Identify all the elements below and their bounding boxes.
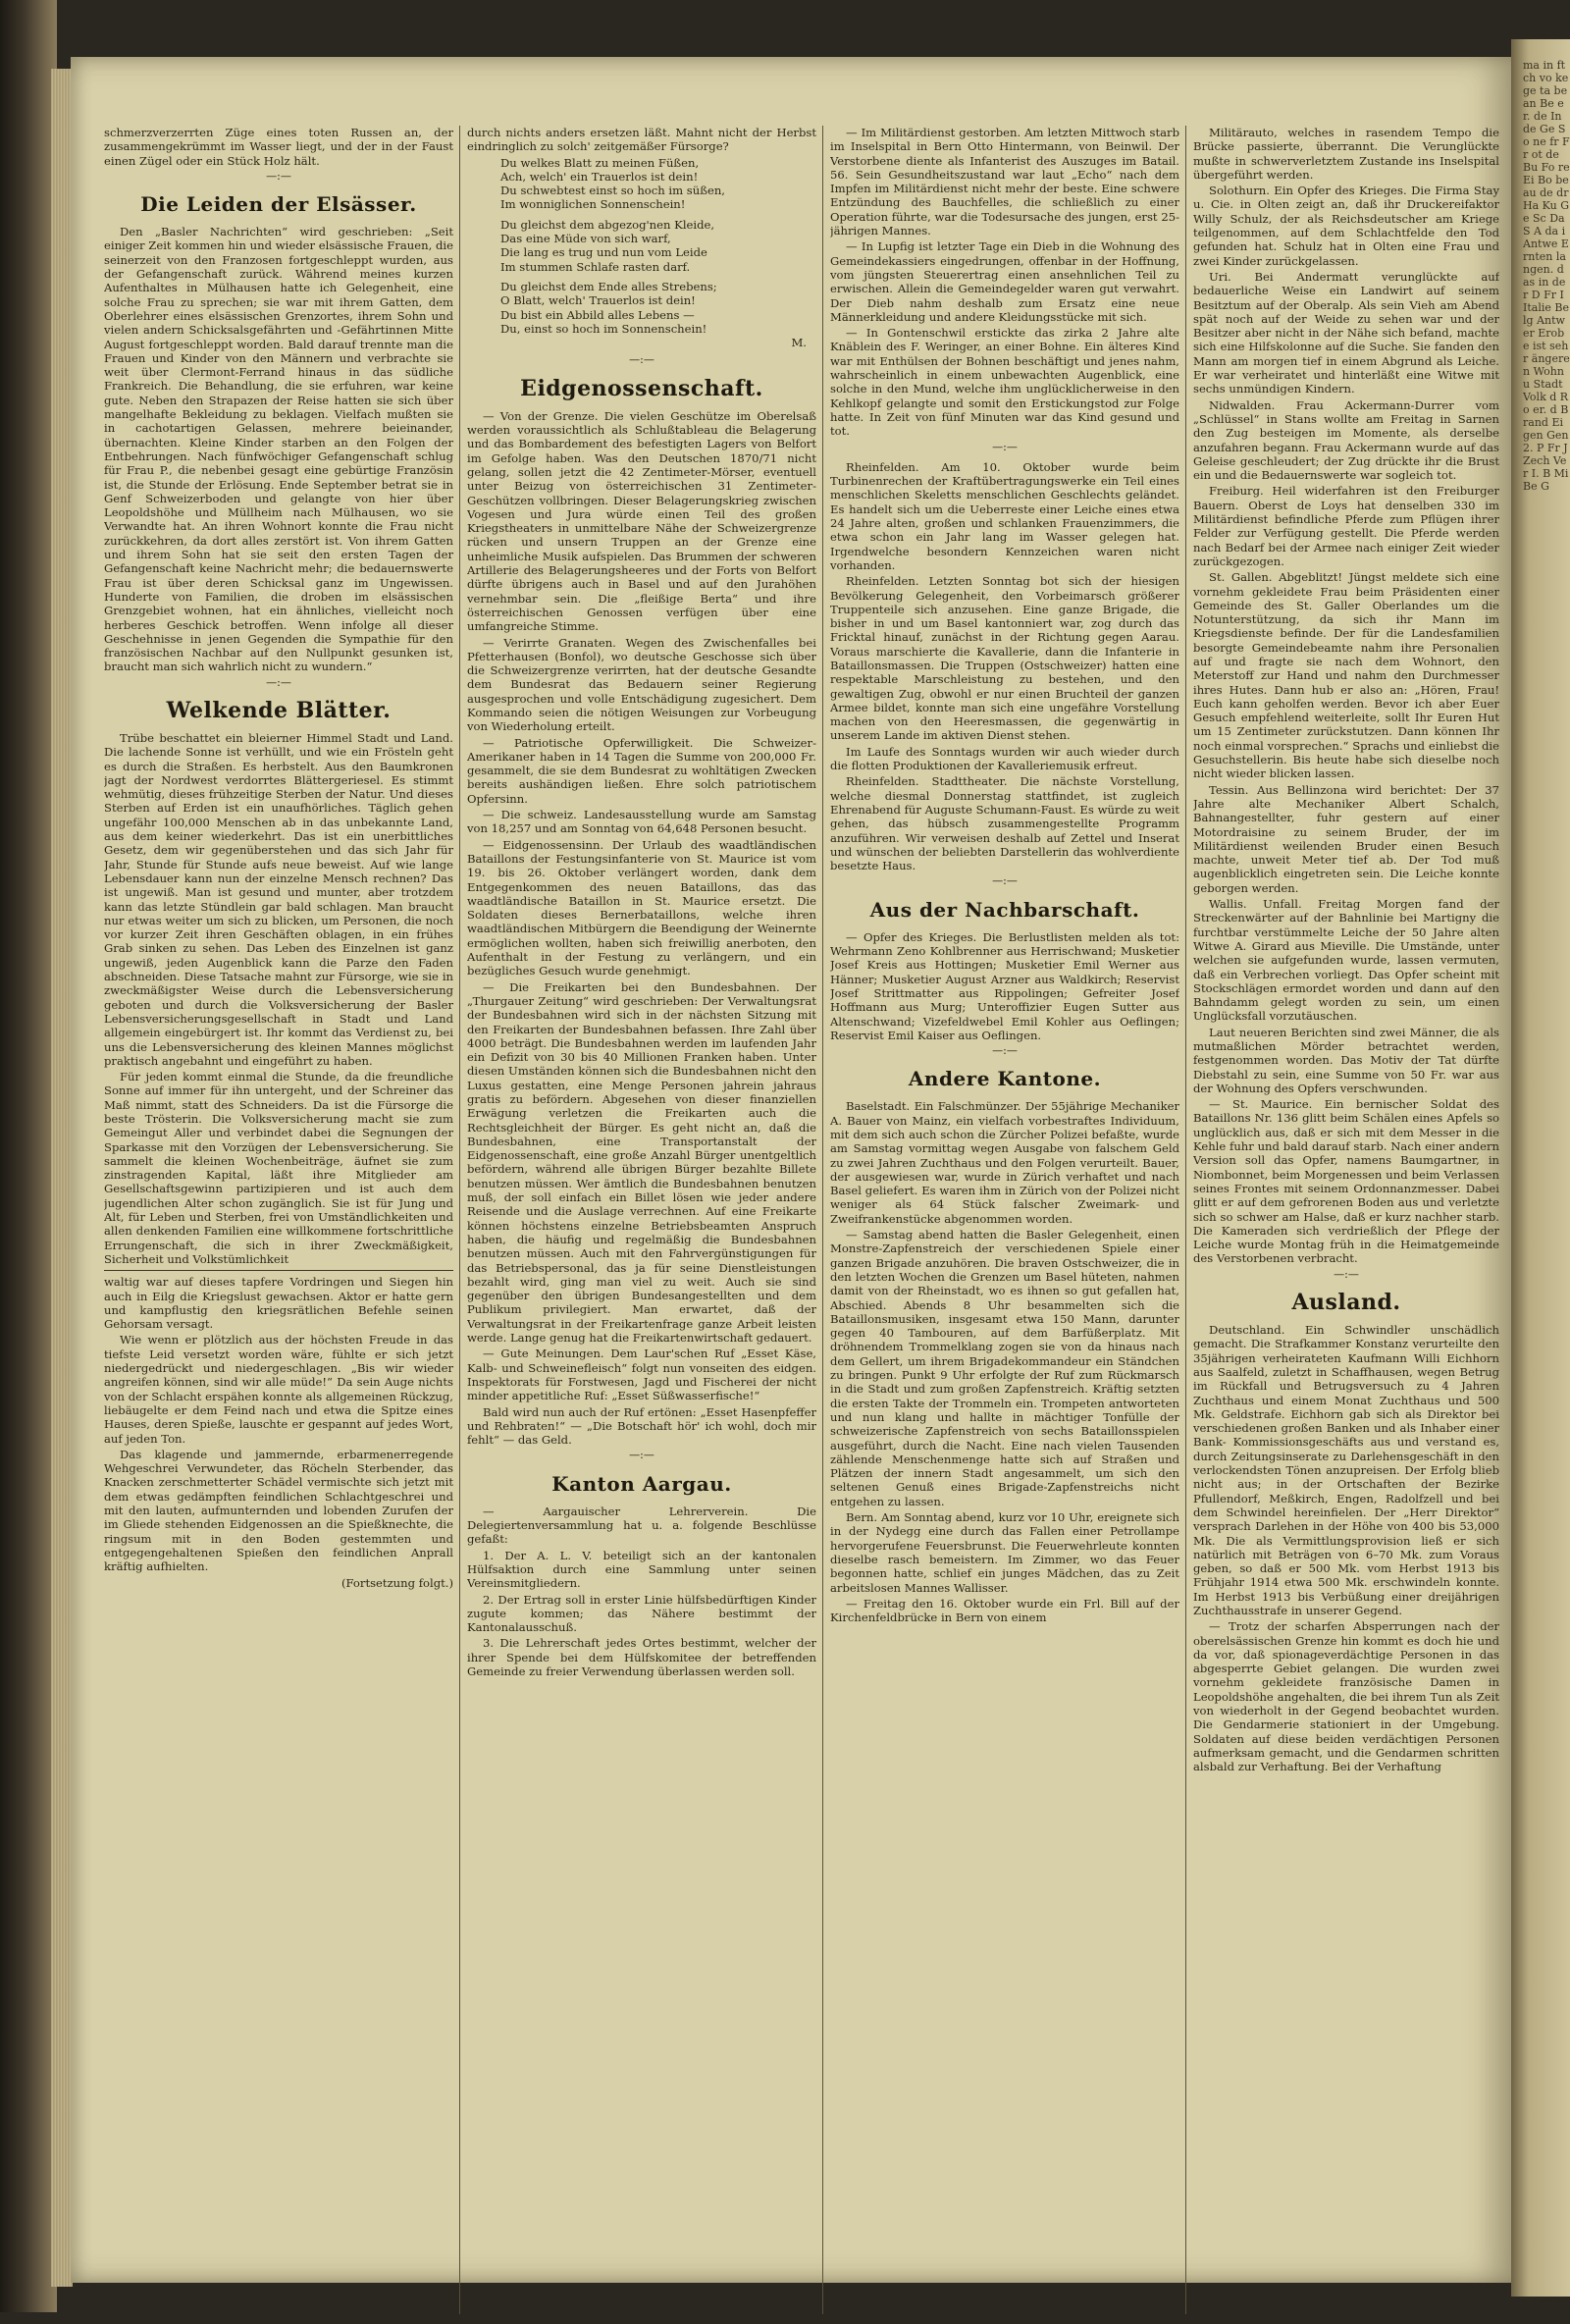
- headline-welkende-blaetter: Welkende Blätter.: [166, 697, 392, 723]
- separator: —:—: [629, 1449, 654, 1462]
- article-paragraph: 2. Der Ertrag soll in erster Linie hülfsbedürftigen Kinder zugute kommen; das Nähere bestimmt der Kantonalausschuß.: [467, 1592, 816, 1635]
- article-paragraph: Baselstadt. Ein Falschmünzer. Der 55jährige Mechaniker A. Bauer von Mainz, ein vielfach vorbestraftes Individuum, mit dem sich auch schon die Zürcher Polizei befaßte, wurde am Samstag vormittag wegen Ausgabe von falschem Geld zu zwei Jahren Zuchthaus und den Folgen verurteilt. Bauer, der ausgewiesen war, wurde in Zürich verhaftet und nach Basel geliefert. Es waren ihm in Zürich von der Polizei nicht weniger als 64 Stück falscher Zweimark- und Zweifrankenstücke abgenommen worden.: [830, 1099, 1179, 1226]
- article-paragraph: — In Gontenschwil erstickte das zirka 2 Jahre alte Knäblein des F. Weringer, an einer Bohne. Ein älteres Kind war mit Enthülsen der Bohnen beschäftigt und jenes nahm, wahrscheinlich in einem unbewachten Augenblick, eine solche in den Mund, welche ihm unglücklicherweise in den Kehlkopf gelangte und somit den Erstickungstod zur Folge hatte. In Zeit von fünf Minuten war das Kind gesund und tot.: [830, 326, 1179, 439]
- col2-lead: durch nichts anders ersetzen läßt. Mahnt nicht der Herbst eindringlich zu solch' zeitgemäßer Fürsorge?: [467, 126, 816, 154]
- article-paragraph: Freiburg. Heil widerfahren ist den Freiburger Bauern. Oberst de Loys hat denselben 330 im Militärdienst befindliche Pferde zum Pflügen ihrer Felder zur Verfügung gestellt. Die Pferde werden nach Bedarf bei der Armee nach einiger Zeit wieder zurückgezogen.: [1193, 484, 1499, 568]
- article-paragraph: — Aargauischer Lehrerverein. Die Delegiertenversammlung hat u. a. folgende Beschlüsse gefaßt:: [467, 1504, 816, 1547]
- poem-line: O Blatt, welch' Trauerlos ist dein!: [500, 293, 696, 308]
- page-stack-edge: [51, 69, 73, 2287]
- article-paragraph: Rheinfelden. Stadttheater. Die nächste Vorstellung, welche diesmal Donnerstag stattfindet, ist zugleich Ehrenabend für Auguste Schumann-Faust. Es würde zu weit gehen, das hübsch zusammengestellte Programm anzuführen. Wir verweisen deshalb auf Zettel und Inserat und wünschen der beliebten Darstellerin das wohlverdiente besetzte Haus.: [830, 774, 1179, 873]
- article-paragraph: 3. Die Lehrerschaft jedes Ortes bestimmt, welcher der ihrer Spende bei dem Hülfskomitee der betreffenden Gemeinde zu freier Verwendung überlassen werden soll.: [467, 1636, 816, 1678]
- article-paragraph: — Samstag abend hatten die Basler Gelegenheit, einen Monstre-Zapfenstreich der verschiedenen Spiele einer ganzen Brigade anzuhören. Die braven Ostschweizer, die in den letzten Wochen die Grenzen um Basel hüteten, nahmen damit von der Rheinstadt, wo es ihnen so gut gefallen hat, Abschied. Abends 8 Uhr besammelten sich die Bataillonsmusiken, insgesamt etwa 150 Mann, darunter gegen 40 Tambouren, auf dem Barfüßerplatz. Mit dröhnendem Trommelklang zogen sie von da hinaus nach dem Gellert, um ihrem Brigadekommandeur ein Ständchen zu bringen. Punkt 9 Uhr erfolgte der Ruf zum Rückmarsch in die Stadt und zum großen Zapfenstreich. Kräftig setzten die ersten Takte der Trommeln ein. Trompeten antworteten und nun klang und hallte in mächtiger Tonfülle der schweizerische Zapfenstreich von sechs Bataillonsspielen ausgeführt, durch die Nacht. Eine nach vielen Tausenden zählende Menschenmenge hatte sich auf Straßen und Plätzen der innern Stadt angesammelt, um sich den seltenen Genuß eines Brigade-Zapfenstreichs nicht entgehen zu lassen.: [830, 1228, 1179, 1508]
- article-paragraph: Laut neueren Berichten sind zwei Männer, die als mutmaßlichen Mörder betrachtet werden, festgenommen worden. Das Motiv der Tat dürfte Diebstahl zu sein, eine Summe von 50 Fr. war aus der Wohnung des Opfers verschwunden.: [1193, 1025, 1499, 1095]
- poem-line: Du gleichst dem abgezog'nen Kleide,: [500, 217, 715, 232]
- headline-andere-kantone: Andere Kantone.: [908, 1067, 1102, 1091]
- separator: —:—: [992, 1044, 1018, 1058]
- poem-line: Du bist ein Abbild alles Lebens —: [500, 307, 695, 322]
- headline-kanton-aargau: Kanton Aargau.: [551, 1471, 732, 1496]
- article-paragraph: Deutschland. Ein Schwindler unschädlich gemacht. Die Strafkammer Konstanz verurteilte den 35jährigen verheirateten Kaufmann Willi Eichhorn aus Saalfeld, zuletzt in Schaffhausen, wegen Betrug im Rückfall und Betrugsversuch zu 4 Jahren Zuchthaus und einem Monat Zuchthaus und 500 Mk. Geldstrafe. Eichhorn gab sich als Direktor bei verschiedenen großen Banken und als Inhaber einer Bank- Kommissionsgeschäfts aus und verstand es, durch Zeitungsinserate zu Darlehensgeschäft in den verlockendsten Tönen anzupreisen. Der Erfolg blieb nicht aus; in der Ortschaften der Bezirke Pfullendorf, Meßkirch, Engen, Radolfzell und bei dem Schwindel hereinfielen. Der „Herr Direktor“ versprach Darlehen in der Höhe von 400 bis 53,000 Mk. Die als Vermittlungsprovision ließ er sich natürlich mit Beträgen von 6–70 Mk. zum Voraus geben, so daß er 500 Mk. vom Herbst 1913 bis Frühjahr 1914 etwa 500 Mk. erschwindeln konnte. Im Herbst 1913 bis Verbüßung einer dreijährigen Zuchthausstrafe in unserer Gegend.: [1193, 1323, 1499, 1617]
- article-paragraph: Uri. Bei Andermatt verunglückte auf bedauerliche Weise ein Landwirt auf seinem Besitztum auf der Oberalp. Als sein Vieh am Abend spät noch auf der Weide zu sehen war und der Besitzer aber nicht in der Nähe sich befand, machte sich eine Hilfskolonne auf die Suche. Sie fanden den Mann am morgen tief in einem Abgrund als Leiche. Er war verheiratet und hinterläßt eine Witwe mit sechs unmündigen Kindern.: [1193, 269, 1499, 396]
- headline-eidgenossenschaft: Eidgenossenschaft.: [520, 375, 763, 401]
- poem-line: Du gleichst dem Ende alles Strebens;: [500, 279, 717, 293]
- article-paragraph: — Die schweiz. Landesausstellung wurde am Samstag von 18,257 und am Sonntag von 64,648 Personen besucht.: [467, 808, 816, 836]
- column-rule: [459, 126, 460, 2314]
- separator: —:—: [992, 440, 1018, 453]
- separator: —:—: [266, 169, 291, 183]
- poem-line: Du, einst so hoch im Sonnenschein!: [500, 321, 707, 336]
- article-paragraph: — Freitag den 16. Oktober wurde ein Frl. Bill auf der Kirchenfeldbrücke in Bern von einem: [830, 1596, 1179, 1625]
- article-paragraph: — Trotz der scharfen Absperrungen nach der oberelsässischen Grenze hin kommt es doch hie und da vor, daß spionageverdächtige Personen in das abgesperrte Gebiet gelangen. Die wurden zwei vornehm gekleidete französische Damen in Leopoldshöhe angehalten, die bei ihrem Tun als Zeit von wiederholt in der Gegend beobachtet wurden. Die Gendarmerie stationiert in der Umgebung. Soldaten auf diese beiden verdächtigen Personen aufmerksam gemacht, und die Gendarmen schritten alsbald zur Verhaftung. Bei der Verhaftung: [1193, 1619, 1499, 1774]
- article-paragraph: Rheinfelden. Letzten Sonntag bot sich der hiesigen Bevölkerung Gelegenheit, den Vorbeimarsch größerer Truppenteile sich anzusehen. Eine ganze Brigade, die bisher in und um Basel kantonniert war, zog durch das Fricktal hinauf, zunächst in der Richtung gegen Aarau. Voraus marschierte die Kavallerie, dann die Infanterie in Bataillonsmassen. Die Truppen (Ostschweizer) hatten eine respektable Marschleistung zu bestehen, und den gewaltigen Zug, obwohl er nur einen Bruchteil der ganzen Armee bildet, konnte man sich eine ungefähre Vorstellung machen von den Heeresmassen, die gegenwärtig in unserem Lande im aktiven Dienst stehen.: [830, 574, 1179, 743]
- poem-line: Im wonniglichen Sonnenschein!: [500, 197, 686, 212]
- article-paragraph: 1. Der A. L. V. beteiligt sich an der kantonalen Hülfsaktion durch eine Sammlung unter seinen Vereinsmitgliedern.: [467, 1548, 816, 1591]
- article-paragraph: Wallis. Unfall. Freitag Morgen fand der Streckenwärter auf der Bahnlinie bei Martigny die furchtbar verstümmelte Leiche der 50 Jahre alten Witwe A. Girard aus Mieville. Die Umstände, unter welchen sie aufgefunden wurde, lassen vermuten, daß ein Verbrechen vorliegt. Das Opfer scheint mit Stockschlägen ermordet worden und dann auf den Bahndamm gelegt worden zu sein, um einen Unglücksfall vorzutäuschen.: [1193, 897, 1499, 1024]
- article-paragraph: Nidwalden. Frau Ackermann-Durrer vom „Schlüssel“ in Stans wollte am Freitag in Sarnen den Zug besteigen im Momente, als derselbe anzufahren begann. Frau Ackermann wurde auf das Geleise geschleudert; der Zug drückte ihr die Brust ein und die Bedauernswerte war sogleich tot.: [1193, 397, 1499, 483]
- article-paragraph: Bern. Am Sonntag abend, kurz vor 10 Uhr, ereignete sich in der Nydegg eine durch das Fallen einer Petrollampe hervorgerufene Feuersbrunst. Die Feuerwehrleute konnten dieselbe rasch bemeistern. Im Zimmer, wo das Feuer begonnen hatte, schlief ein junges Mädchen, das zu Zeit arbeitslosen Mannes Wallisser.: [830, 1510, 1179, 1595]
- article-paragraph: Den „Basler Nachrichten“ wird geschrieben: „Seit einiger Zeit kommen hin und wieder elsässische Frauen, die seinerzeit von den Franzosen fortgeschleppt wurden, aus der Gefangenschaft zurück. Während meines kurzen Aufenthaltes in Mülhausen hatte ich Gelegenheit, eine solche Frau zu sprechen; sie war mit ihrem Gatten, dem Oberlehrer eines elsässischen Grenzortes, ihrem Sohn und vielen andern Schicksalsgefährten und -Gefährtinnen Mitte August fortgeschleppt worden. Bald darauf trennte man die Frauen und Kinder von den Männern und verbrachte sie weit über Clermont-Ferrand hinaus in das südliche Frankreich. Die Behandlung, die sie erfuhren, war keine gute. Neben den Strapazen der Reise hatten sie sich über mangelhafte Bekleidung zu beklagen. Vielfach mußten sie in cachotartigen Gelassen, mehrere beieinander, übernachten. Kleine Kinder starben an den Folgen der Entbehrungen. Nach fünfwöchiger Gefangenschaft schlug für Frau P., die nebenbei gesagt eine gebürtige Französin ist, die Stunde der Erlösung. Ende September betrat sie in Genf Schweizerboden und gelangte von hier über Leopoldshöhe und Müllheim nach Mülhausen, wo sie Verwandte hat. An ihren Wohnort konnte die Frau nicht zurückkehren, da dort alles zerstört ist. Von ihrem Gatten und ihrem Sohn hat sie seit den ersten Tagen der Gefangenschaft keine Nachricht mehr; die bedauernswerte Frau ist über deren Schicksal ganz im Ungewissen. Hunderte von Familien, die droben im elsässischen Grenzgebiet wohnen, hat ein ähnliches, vielleicht noch herberes Geschick betroffen. Wenn infolge all dieser Geschehnisse in jenen Gegenden die Sympathie für den französischen Nachbar auf den Nullpunkt gesunken ist, braucht man sich wahrlich nicht zu wundern.“: [104, 225, 453, 674]
- article-paragraph: St. Gallen. Abgeblitzt! Jüngst meldete sich eine vornehm gekleidete Frau beim Präsidenten einer Gemeinde des St. Galler Oberlandes um die Notunterstützung, da sich ihr Mann im Kriegsdienste befinde. Der für die Landesfamilien besorgte Gemeindebeamte nahm ihre Personalien auf und fragte sie nach dem Wohnort, den Meterstoff zur Hand und nahm den Durchmesser ihres Hutes. Dann hub er also an: „Hören, Frau! Euch kann geholfen werden. Bevor ich aber Euer Gesuch empfehlend weiterleite, sollt Ihr Euren Hut um 15 Zentimeter zurückstutzen. Dann können Ihr noch einmal vorsprechen.“ Sprachs und einliebst die Gesuchstellerin. Bis heute habe sich dieselbe noch nicht wieder blicken lassen.: [1193, 570, 1499, 781]
- article-paragraph: — Opfer des Krieges. Die Berlustlisten melden als tot: Wehrmann Zeno Kohlbrenner aus Herrischwand; Musketier Josef Kreis aus Hottingen; Musketier Emil Werner aus Hänner; Musketier August Arzner aus Waldkirch; Reservist Josef Strittmatter aus Rippolingen; Gefreiter Josef Hoffmann aus Murg; Unteroffizier Eugen Sutter aus Altenschwand; Vizefeldwebel Emil Kohler aus Oeflingen; Reservist Emil Kaiser aus Oeflingen.: [830, 929, 1179, 1042]
- column-rule: [822, 126, 823, 2314]
- article-paragraph: — Die Freikarten bei den Bundesbahnen. Der „Thurgauer Zeitung“ wird geschrieben: Der Verwaltungsrat der Bundesbahnen wird sich in der nächsten Sitzung mit den Freikarten der Bundesbahnen befassen. Ihre Zahl über 4000 beträgt. Die Bundesbahnen werden im laufenden Jahr ein Defizit von 30 bis 40 Millionen Franken haben. Unter diesen Umständen können sich die Bundesbahnen nicht den Luxus gestatten, eine Menge Personen jahrein jahraus gratis zu befördern. Abgesehen von dieser finanziellen Erwägung verletzen die Freikarten auch die Rechtsgleichheit der Bürger. Es geht nicht an, daß die Bundesbahnen, eine Transportanstalt der Eidgenossenschaft, eine große Anzahl Bürger unentgeltlich befördern, während alle übrigen Bürger bezahlte Billete benutzen müssen. Wer ämtlich die Bundesbahnen benutzen muß, der soll einfach ein Billet lösen wie jeder andere Reisende und die Auslage verrechnen. Auf eine Freikarte können höchstens einzelne Betriebsbeamten Anspruch haben, die häufig und regelmäßig die Bundesbahnen benutzen müssen. Auch mit den Fahrvergünstigungen für das Betriebspersonal, das ja für seine Dienstleistungen bezahlt wird, ging man viel zu weit. Auch sie sind gegenüber den übrigen Bundesangestellten und dem Publikum privilegiert. Man erwartet, daß der Verwaltungsrat in der Freikartenfrage ganze Arbeit leisten werde. Lange genug hat die Freikartenwirtschaft gedauert.: [467, 979, 816, 1346]
- poem-line: Du welkes Blatt zu meinen Füßen,: [500, 155, 700, 170]
- article-paragraph: Militärauto, welches in rasendem Tempo die Brücke passierte, überrannt. Die Verunglückte mußte in schwerverletztem Zustande ins Inselspital übergeführt werden.: [1193, 126, 1499, 182]
- column-rule: [1185, 126, 1186, 2314]
- headline-leiden-elsaesser: Die Leiden der Elsässer.: [140, 192, 417, 217]
- article-paragraph: — Im Militärdienst gestorben. Am letzten Mittwoch starb im Inselspital in Bern Otto Hintermann, von Beinwil. Der Verstorbene diente als Infanterist des Auszuges im Batail. 56. Sein Gesundheitszustand war laut „Echo“ nach dem Impfen im Militärdienst nicht mehr der beste. Eine schwere Entzündung des Bauchfelles, die schließlich zu einer Operation führte, war die Todesursache des jungen, erst 25-jährigen Mannes.: [830, 126, 1179, 238]
- poem-line: Im stummen Schlafe rasten darf.: [500, 259, 691, 274]
- column-1: [104, 126, 453, 2324]
- article-paragraph: — Eidgenossensinn. Der Urlaub des waadtländischen Bataillons der Festungsinfanterie von St. Maurice ist vom 19. bis 26. Oktober verlängert worden, dank dem Entgegenkommen des neuen Bataillons, das das waadtländische Bataillon in St. Maurice ersetzt. Die Soldaten dieses Bernerbataillons, welche ihren waadtländischen Mitbürgern die Beendigung der Weinernte ermöglichen wollten, haben sich freiwillig anerboten, den Aufenthalt in der Festung zu verlängern, und ein bezügliches Gesuch wurde genehmigt.: [467, 837, 816, 978]
- poem: [467, 156, 816, 350]
- article-paragraph: Im Laufe des Sonntags wurden wir auch wieder durch die flotten Produktionen der Kavalleriemusik erfreut.: [830, 744, 1179, 773]
- book-binding-edge: [0, 0, 57, 2312]
- poem-line: Das eine Müde von sich warf,: [500, 232, 671, 246]
- newspaper-page: [71, 57, 1511, 2283]
- article-paragraph: Trübe beschattet ein bleierner Himmel Stadt und Land. Die lachende Sonne ist verhüllt, und wie ein Frösteln geht es durch die Straßen. Es herbstelt. Aus den Baumkronen jagt der Nordwest verdorrtes Blättergeriesel. Es stimmt wehmütig, dieses frühzeitige Sterben der Natur. Und dieses Sterben auf Erden ist ein unaufhörliches. Täglich gehen ungefähr 100,000 Menschen ab in das unbekannte Land, aus dem keiner wiederkehrt. Das ist ein unerbittliches Gesetz, dem wir gegenüberstehen und das sich Jahr für Jahr, Stunde für Stunde aufs neue beweist. Auf wie lange Lebensdauer kann nun der einzelne Mensch rechnen? Das ist ungewiß. Man ist gesund und munter, aber trotzdem kann das letzte Stündlein gar bald schlagen. Man braucht nur etwas weiter um sich zu blicken, um Personen, die noch vor kurzer Zeit ihren Geschäften oblagen, in ein frühes Grab sinken zu sehen. Das Leben des Einzelnen ist ganz ungewiß, jeden Augenblick kann die Parze den Faden abschneiden. Diese Tatsache mahnt zur Fürsorge, wie sie in zweckmäßigster Weise durch die Lebensversicherung geboten und durch die Volksversicherung der Basler Lebensversicherungsgesellschaft in Stadt und Land allgemein eingebürgert ist. Ihr kommt das Verdienst zu, bei uns die Lebensversicherung des kleinen Mannes möglichst praktisch angebahnt und eingeführt zu haben.: [104, 730, 453, 1068]
- divider: [104, 1270, 453, 1271]
- poem-signature: M.: [791, 336, 807, 350]
- poem-line: Du schwebtest einst so hoch im süßen,: [500, 184, 725, 198]
- separator: —:—: [1334, 1267, 1359, 1281]
- article-paragraph: Wie wenn er plötzlich aus der höchsten Freude in das tiefste Leid versetzt worden wäre, fühlte er sich jetzt niedergedrückt und niedergeschlagen. „Bis wir wieder angreifen können, sind wir alle müde!“ Da sein Auge nichts von der Schlacht erspähen konnte als allgemeinen Rückzug, liebäugelte er dem Feind nach und etwa die Spitze eines Hauses, deren Spieße, lauschte er gespannt auf jedes Wort, auf jeden Ton.: [104, 1333, 453, 1446]
- article-paragraph: Rheinfelden. Am 10. Oktober wurde beim Turbinenrechen der Kraftübertragungswerke ein Teil eines menschlichen Skeletts menschlichen Geschlechts geländet. Es handelt sich um die Ueberreste einer Leiche eines etwa 24 Jahre alten, großen und schlanken Frauenzimmers, die etwa schon ein Jahr lang im Wasser gelegen hat. Irgendwelche besondern Kennzeichen waren nicht vorhanden.: [830, 459, 1179, 572]
- separator: —:—: [266, 675, 291, 689]
- article-paragraph: — Gute Meinungen. Dem Laur'schen Ruf „Esset Käse, Kalb- und Schweinefleisch“ folgt nun vonseiten des eidgen. Inspektorats für Forstwesen, Jagd und Fischerei der nicht minder appetitliche Ruf: „Esset Süßwasserfische!“: [467, 1347, 816, 1403]
- col1-lead: schmerzverzerrten Züge eines toten Russen an, der zusammengekrümmt im Wasser liegt, und der in der Faust einen Zügel oder ein Stück Holz hält.: [104, 126, 453, 168]
- article-paragraph: — St. Maurice. Ein bernischer Soldat des Bataillons Nr. 136 glitt beim Schälen eines Apfels so unglücklich aus, daß er sich mit dem Messer in die Kehle fuhr und bald darauf starb. Nach einer andern Version soll das Opfer, namens Baumgartner, in Niombonnet, beim Morgenessen und beim Verlassen seines Frontes mit seinem Ordonnanzmesser. Dabei glitt er auf dem gefrorenen Boden aus und verletzte sich so schwer am Halse, daß er kurz nachher starb. Die Kameraden sich verdrießlich der Pflege der Leiche wurde Montag früh in die Heimatgemeinde des Verstorbenen verbracht.: [1193, 1097, 1499, 1266]
- article-paragraph: Für jeden kommt einmal die Stunde, da die freundliche Sonne auf immer für ihn untergeht, und der Schreiner das Maß nimmt, statt des Schneiders. Da ist die Fürsorge die beste Trösterin. Die Volksversicherung macht sie zum Gemeingut Aller und verbindet dabei die Segnungen der Sparkasse mit den Vorzügen der Lebensversicherung. Sie sammelt die kleinen Wochenbeiträge, äufnet sie zum zinstragenden Kapital, läßt ihre Mitglieder am Gesellschaftsgewinn partizipieren und ist auch dem jugendlichen Alter schon zugänglich. Sie ist für Jung und Alt, für Leben und Sterben, frei von Umständlichkeiten und allen denkenden Familien eine willkommene fortschrittliche Errungenschaft, die sich in ihrer Zweckmäßigkeit, Sicherheit und Volkstümlichkeit: [104, 1070, 453, 1266]
- headline-ausland: Ausland.: [1291, 1290, 1401, 1316]
- article-paragraph: Bald wird nun auch der Ruf ertönen: „Esset Hasenpfeffer und Rehbraten!“ — „Die Botschaft hör' ich wohl, doch mir fehlt“ — das Geld.: [467, 1404, 816, 1448]
- poem-line: Die lang es trug und nun vom Leide: [500, 245, 707, 260]
- headline-aus-der-nachbarschaft: Aus der Nachbarschaft.: [869, 897, 1140, 922]
- separator: —:—: [992, 874, 1018, 888]
- poem-line: Ach, welch' ein Trauerlos ist dein!: [500, 169, 699, 184]
- article-paragraph: — Von der Grenze. Die vielen Geschütze im Oberelsaß werden voraussichtlich als Schlußtableau die Belagerung und das Bombardement des befestigten Lagers von Belfort im Gefolge haben. Was den Deutschen 1870/71 nicht gelang, sollen jetzt die 42 Zentimeter-Mörser, eventuell unter Beizug von österreichischen 31 Zentimeter-Geschützen vollbringen. Dieser Belagerungskrieg zwischen Vogesen und Jura würde einen Teil des großen Kriegstheaters in unmittelbare Nähe der Schweizergrenze rücken und unsern Truppen an der Grenze eine unheimliche Musik aufspielen. Das Brummen der schweren Artillerie des Belagerungsheeres und der Forts von Belfort dürfte übrigens auch in Basel und auf den Jurahöhen vernehmbar sein. Die „fleißige Berta“ und ihre österreichischen Genossen verfügen über eine umfangreiche Stimme.: [467, 408, 816, 634]
- article-paragraph: waltig war auf dieses tapfere Vordringen und Siegen hin auch in Eilg die Kriegslust gewachsen. Aktor er hatte gern und kampflustig den kriegsrätlichen Befehle seinen Gehorsam versagt.: [104, 1275, 453, 1332]
- separator: —:—: [629, 353, 654, 367]
- continuation-note: (Fortsetzung folgt.): [340, 1575, 453, 1590]
- article-paragraph: — Patriotische Opferwilligkeit. Die Schweizer-Amerikaner haben in 14 Tagen die Summe von 200,000 Fr. gesammelt, die sie dem Bundesrat zu wohltätigen Zwecken bereits aushändigen ließen. Ehre solch patriotischem Opfersinn.: [467, 735, 816, 806]
- column-3: [830, 126, 1179, 2324]
- column-2: [467, 126, 816, 2324]
- article-paragraph: Das klagende und jammernde, erbarmenerregende Wehgeschrei Verwundeter, das Röcheln Sterbender, das Knacken zerschmetterter Schädel vermischte sich jetzt mit dem etwas gedämpften feindlichen Schlachtgeschrei und mit den lauten, aufmunternden und lobenden Zurufen der im Gliede stehenden Eidgenossen an die Spießknechte, die ringsum mit in den Boden gestemmten und entgegengehaltenen Spießen den feindlichen Anprall kräftig aufhielten.: [104, 1447, 453, 1574]
- article-paragraph: Solothurn. Ein Opfer des Krieges. Die Firma Stay u. Cie. in Olten zeigt an, daß ihr Druckereifaktor Willy Schulz, der als Reichsdeutscher am Kriege teilgenommen, auf dem Schlachtfelde den Tod gefunden hat. Schulz hat in Olten eine Frau und zwei Kinder zurückgelassen.: [1193, 184, 1499, 268]
- column-4: [1193, 126, 1499, 2324]
- article-paragraph: — In Lupfig ist letzter Tage ein Dieb in die Wohnung des Gemeindekassiers eingedrungen, offenbar in der Hoffnung, vom jüngsten Steuerertrag einen ansehnlichen Teil zu erwischen. Allein die Gemeindegelder waren gut verwahrt. Der Dieb nahm deshalb zum Ersatz eine neue Männerkleidung und andere Kleidungsstücke mit sich.: [830, 239, 1179, 324]
- article-paragraph: — Verirrte Granaten. Wegen des Zwischenfalles bei Pfetterhausen (Bonfol), wo deutsche Geschosse sich über die Schweizergrenze verirrten, hat der deutsche Gesandte dem Bundesrat das Bedauern seiner Regierung ausgesprochen und volle Entschädigung zugesichert. Dem Kommando seien die nötigen Weisungen zur Vorbeugung von Wiederholung erteilt.: [467, 635, 816, 734]
- article-paragraph: Tessin. Aus Bellinzona wird berichtet: Der 37 Jahre alte Mechaniker Albert Schalch, Bahnangestellter, fuhr gestern auf einer Motordraisine zu seinem Bruder, der im Militärdienst weilenden Bruder einen Besuch machte, unweit Meter tief ab. Der Tod muß augenblicklich eingetreten sein. Die Leiche konnte geborgen werden.: [1193, 782, 1499, 895]
- next-page-text-sliver: ma in ft ch vo ke ge ta be an Be er. de In de Ge So ne fr Fr ot de Bu Fo re Ei Bo be au de dr Ha Ku Ge Sc Da S A da i Antwe Ernten langen. das in der D Fr I Italie Belg Antwer Erobe ist sehr ängeren Wohnu Stadt Volk d Ro er. d Brand Eigen Gen 2. P Fr J Zech Ver I. B Mi Be G: [1523, 59, 1570, 493]
